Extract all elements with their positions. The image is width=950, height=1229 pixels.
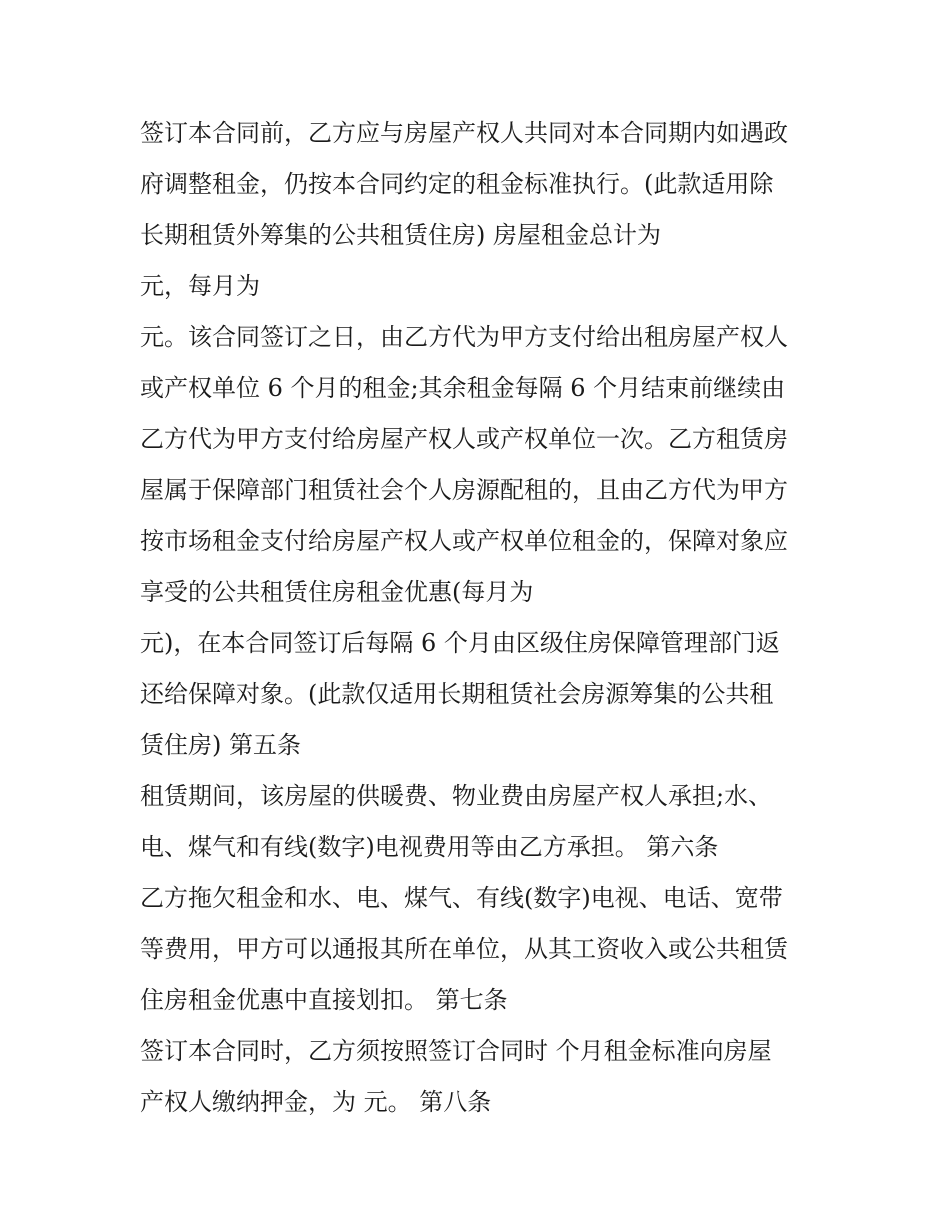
- text-line: 签订本合同时，乙方须按照签订合同时 个月租金标准向房屋: [140, 1037, 772, 1065]
- text-line: 享受的公共租赁住房租金优惠(每月为: [140, 578, 534, 606]
- text-line: 还给保障对象。(此款仅适用长期租赁社会房源筹集的公共租: [140, 680, 774, 708]
- text-line: 电、煤气和有线(数字)电视费用等由乙方承担。 第六条: [140, 833, 719, 861]
- document-body: [140, 108, 820, 1128]
- text-line: 府调整租金，仍按本合同约定的租金标准执行。(此款适用除: [140, 170, 774, 198]
- text-line: 按市场租金支付给房屋产权人或产权单位租金的，保障对象应: [140, 527, 788, 555]
- text-line: 等费用，甲方可以通报其所在单位，从其工资收入或公共租赁: [140, 935, 788, 963]
- text-line: 或产权单位 6 个月的租金;其余租金每隔 6 个月结束前继续由: [140, 374, 786, 402]
- text-line: 乙方拖欠租金和水、电、煤气、有线(数字)电视、电话、宽带: [140, 884, 783, 912]
- text-line: 元，每月为: [140, 272, 260, 300]
- text-line: 租赁期间，该房屋的供暖费、物业费由房屋产权人承担;水、: [140, 782, 773, 810]
- text-line: 元)，在本合同签订后每隔 6 个月由区级住房保障管理部门返: [140, 629, 780, 657]
- text-line: 产权人缴纳押金，为 元。 第八条: [140, 1088, 492, 1116]
- text-line: 签订本合同前，乙方应与房屋产权人共同对本合同期内如遇政: [140, 119, 788, 147]
- text-line: 长期租赁外筹集的公共租赁住房) 房屋租金总计为: [140, 221, 661, 249]
- text-line: 乙方代为甲方支付给房屋产权人或产权单位一次。乙方租赁房: [140, 425, 788, 453]
- text-line: 元。该合同签订之日，由乙方代为甲方支付给出租房屋产权人: [140, 323, 788, 351]
- text-line: 屋属于保障部门租赁社会个人房源配租的，且由乙方代为甲方: [140, 476, 788, 504]
- text-line: 住房租金优惠中直接划扣。 第七条: [140, 986, 508, 1014]
- text-line: 赁住房) 第五条: [140, 731, 301, 759]
